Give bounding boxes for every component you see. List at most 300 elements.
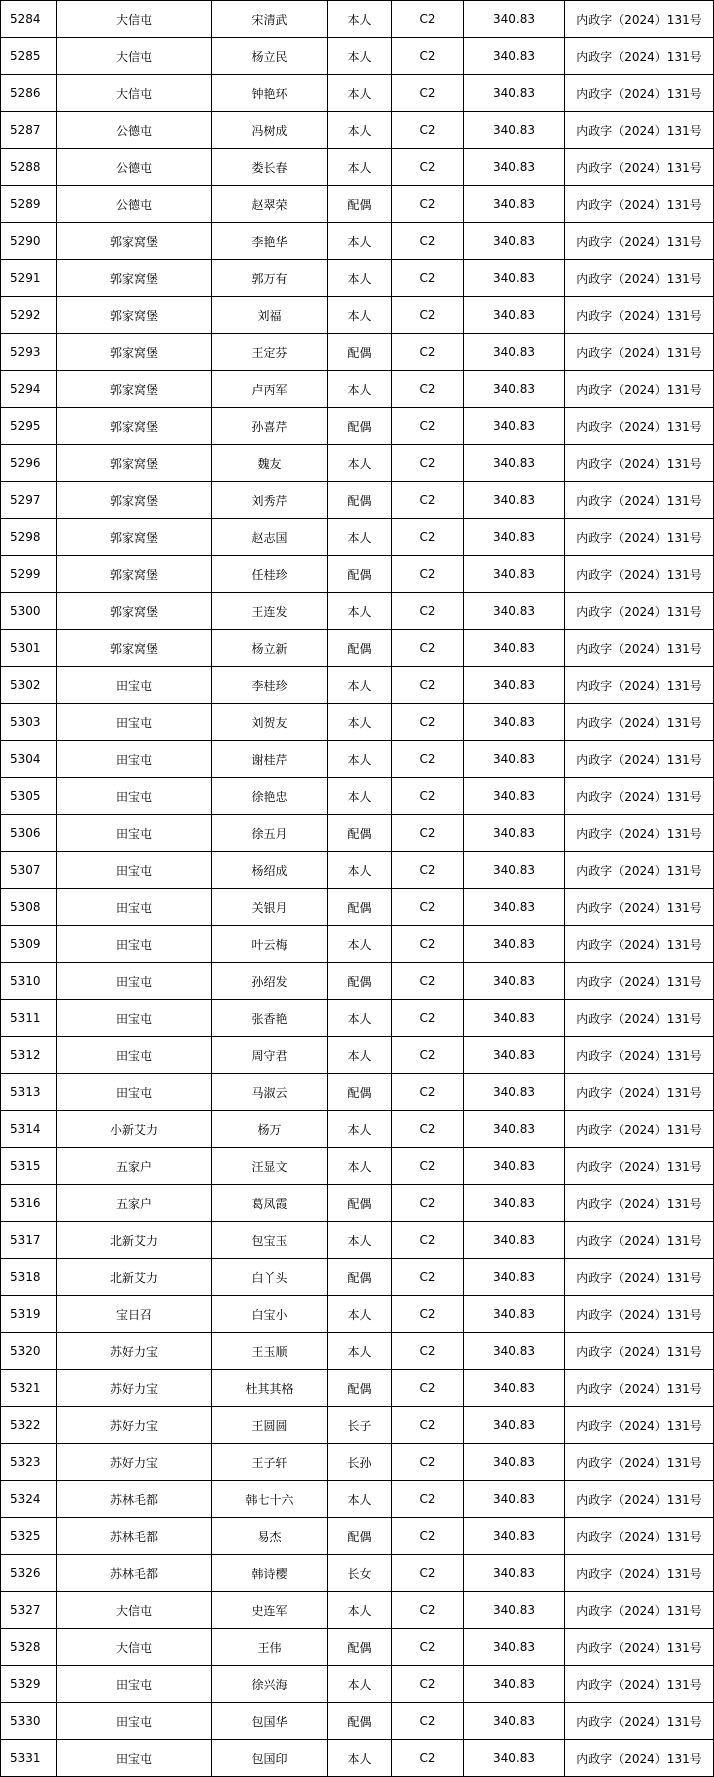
amount-cell: 340.83 <box>464 815 565 852</box>
row-number: 5330 <box>1 1703 57 1740</box>
table-row <box>1 1148 714 1185</box>
name-cell: 杨立新 <box>212 630 328 667</box>
document-number-cell: 内政字（2024）131号 <box>565 408 714 445</box>
village-cell: 五家户 <box>57 1185 212 1222</box>
category-cell: C2 <box>392 1000 464 1037</box>
name-cell: 王圆圆 <box>212 1407 328 1444</box>
relation-cell: 配偶 <box>328 1370 392 1407</box>
document-number-cell: 内政字（2024）131号 <box>565 1666 714 1703</box>
row-number: 5303 <box>1 704 57 741</box>
document-number-cell: 内政字（2024）131号 <box>565 1333 714 1370</box>
table-row <box>1 1370 714 1407</box>
table-row <box>1 1518 714 1555</box>
village-cell: 苏好力宝 <box>57 1333 212 1370</box>
village-cell: 郭家窝堡 <box>57 371 212 408</box>
relation-cell: 本人 <box>328 741 392 778</box>
relation-cell: 本人 <box>328 1 392 38</box>
relation-cell: 本人 <box>328 778 392 815</box>
category-cell: C2 <box>392 1666 464 1703</box>
relation-cell: 本人 <box>328 1222 392 1259</box>
table-row <box>1 1703 714 1740</box>
document-number-cell: 内政字（2024）131号 <box>565 1148 714 1185</box>
row-number: 5331 <box>1 1740 57 1777</box>
village-cell: 五家户 <box>57 1148 212 1185</box>
table-row <box>1 1444 714 1481</box>
document-number-cell: 内政字（2024）131号 <box>565 1555 714 1592</box>
name-cell: 马淑云 <box>212 1074 328 1111</box>
amount-cell: 340.83 <box>464 1481 565 1518</box>
village-cell: 田宝屯 <box>57 1000 212 1037</box>
table-row <box>1 926 714 963</box>
amount-cell: 340.83 <box>464 1407 565 1444</box>
relation-cell: 配偶 <box>328 556 392 593</box>
row-number: 5325 <box>1 1518 57 1555</box>
table-row <box>1 1740 714 1777</box>
name-cell: 徐艳忠 <box>212 778 328 815</box>
category-cell: C2 <box>392 1444 464 1481</box>
amount-cell: 340.83 <box>464 297 565 334</box>
amount-cell: 340.83 <box>464 1703 565 1740</box>
document-number-cell: 内政字（2024）131号 <box>565 1111 714 1148</box>
relation-cell: 配偶 <box>328 408 392 445</box>
amount-cell: 340.83 <box>464 1740 565 1777</box>
row-number: 5288 <box>1 149 57 186</box>
category-cell: C2 <box>392 186 464 223</box>
row-number: 5312 <box>1 1037 57 1074</box>
name-cell: 钟艳环 <box>212 75 328 112</box>
relation-cell: 配偶 <box>328 963 392 1000</box>
category-cell: C2 <box>392 371 464 408</box>
row-number: 5308 <box>1 889 57 926</box>
village-cell: 北新艾力 <box>57 1222 212 1259</box>
document-number-cell: 内政字（2024）131号 <box>565 334 714 371</box>
document-number-cell: 内政字（2024）131号 <box>565 260 714 297</box>
amount-cell: 340.83 <box>464 1296 565 1333</box>
village-cell: 郭家窝堡 <box>57 593 212 630</box>
name-cell: 娄长春 <box>212 149 328 186</box>
table-row <box>1 75 714 112</box>
document-number-cell: 内政字（2024）131号 <box>565 1296 714 1333</box>
amount-cell: 340.83 <box>464 1259 565 1296</box>
row-number: 5304 <box>1 741 57 778</box>
village-cell: 田宝屯 <box>57 815 212 852</box>
village-cell: 宝日召 <box>57 1296 212 1333</box>
name-cell: 谢桂芹 <box>212 741 328 778</box>
document-number-cell: 内政字（2024）131号 <box>565 926 714 963</box>
relation-cell: 配偶 <box>328 815 392 852</box>
row-number: 5328 <box>1 1629 57 1666</box>
category-cell: C2 <box>392 112 464 149</box>
amount-cell: 340.83 <box>464 1629 565 1666</box>
village-cell: 田宝屯 <box>57 1666 212 1703</box>
category-cell: C2 <box>392 1407 464 1444</box>
table-row <box>1 1000 714 1037</box>
village-cell: 苏好力宝 <box>57 1407 212 1444</box>
relation-cell: 长女 <box>328 1555 392 1592</box>
document-number-cell: 内政字（2024）131号 <box>565 1370 714 1407</box>
amount-cell: 340.83 <box>464 852 565 889</box>
row-number: 5311 <box>1 1000 57 1037</box>
document-number-cell: 内政字（2024）131号 <box>565 1518 714 1555</box>
village-cell: 郭家窝堡 <box>57 297 212 334</box>
category-cell: C2 <box>392 1111 464 1148</box>
table-row <box>1 1629 714 1666</box>
village-cell: 田宝屯 <box>57 778 212 815</box>
name-cell: 汪显文 <box>212 1148 328 1185</box>
category-cell: C2 <box>392 852 464 889</box>
relation-cell: 配偶 <box>328 1185 392 1222</box>
name-cell: 王定芬 <box>212 334 328 371</box>
document-number-cell: 内政字（2024）131号 <box>565 1222 714 1259</box>
village-cell: 郭家窝堡 <box>57 630 212 667</box>
category-cell: C2 <box>392 1296 464 1333</box>
amount-cell: 340.83 <box>464 741 565 778</box>
table-row <box>1 889 714 926</box>
name-cell: 李艳华 <box>212 223 328 260</box>
row-number: 5320 <box>1 1333 57 1370</box>
document-number-cell: 内政字（2024）131号 <box>565 593 714 630</box>
table-row <box>1 408 714 445</box>
name-cell: 冯树成 <box>212 112 328 149</box>
table-row <box>1 1592 714 1629</box>
name-cell: 刘贺友 <box>212 704 328 741</box>
table-row <box>1 556 714 593</box>
relation-cell: 本人 <box>328 149 392 186</box>
village-cell: 公德屯 <box>57 149 212 186</box>
amount-cell: 340.83 <box>464 926 565 963</box>
name-cell: 易杰 <box>212 1518 328 1555</box>
document-number-cell: 内政字（2024）131号 <box>565 667 714 704</box>
name-cell: 李桂珍 <box>212 667 328 704</box>
category-cell: C2 <box>392 1555 464 1592</box>
relation-cell: 本人 <box>328 1481 392 1518</box>
category-cell: C2 <box>392 408 464 445</box>
row-number: 5294 <box>1 371 57 408</box>
table-row <box>1 371 714 408</box>
document-number-cell: 内政字（2024）131号 <box>565 112 714 149</box>
category-cell: C2 <box>392 556 464 593</box>
relation-cell: 本人 <box>328 1740 392 1777</box>
table-row <box>1 1037 714 1074</box>
row-number: 5293 <box>1 334 57 371</box>
village-cell: 郭家窝堡 <box>57 334 212 371</box>
table-body <box>1 1 714 1777</box>
category-cell: C2 <box>392 815 464 852</box>
name-cell: 杜其其格 <box>212 1370 328 1407</box>
village-cell: 公德屯 <box>57 112 212 149</box>
relation-cell: 本人 <box>328 1111 392 1148</box>
name-cell: 包国华 <box>212 1703 328 1740</box>
relation-cell: 本人 <box>328 260 392 297</box>
amount-cell: 340.83 <box>464 1555 565 1592</box>
relation-cell: 长孙 <box>328 1444 392 1481</box>
document-number-cell: 内政字（2024）131号 <box>565 1037 714 1074</box>
village-cell: 田宝屯 <box>57 1703 212 1740</box>
category-cell: C2 <box>392 149 464 186</box>
table-row <box>1 667 714 704</box>
amount-cell: 340.83 <box>464 1518 565 1555</box>
relation-cell: 配偶 <box>328 889 392 926</box>
amount-cell: 340.83 <box>464 1 565 38</box>
document-number-cell: 内政字（2024）131号 <box>565 1740 714 1777</box>
amount-cell: 340.83 <box>464 1592 565 1629</box>
table-row <box>1 741 714 778</box>
category-cell: C2 <box>392 778 464 815</box>
row-number: 5292 <box>1 297 57 334</box>
relation-cell: 本人 <box>328 38 392 75</box>
amount-cell: 340.83 <box>464 445 565 482</box>
amount-cell: 340.83 <box>464 371 565 408</box>
village-cell: 田宝屯 <box>57 852 212 889</box>
table-row <box>1 1259 714 1296</box>
document-number-cell: 内政字（2024）131号 <box>565 1444 714 1481</box>
amount-cell: 340.83 <box>464 1666 565 1703</box>
village-cell: 大信屯 <box>57 1629 212 1666</box>
name-cell: 杨立民 <box>212 38 328 75</box>
document-number-cell: 内政字（2024）131号 <box>565 852 714 889</box>
category-cell: C2 <box>392 1148 464 1185</box>
row-number: 5302 <box>1 667 57 704</box>
document-number-cell: 内政字（2024）131号 <box>565 1407 714 1444</box>
category-cell: C2 <box>392 741 464 778</box>
name-cell: 王子轩 <box>212 1444 328 1481</box>
document-number-cell: 内政字（2024）131号 <box>565 1074 714 1111</box>
village-cell: 小新艾力 <box>57 1111 212 1148</box>
table-row <box>1 519 714 556</box>
relation-cell: 本人 <box>328 667 392 704</box>
row-number: 5321 <box>1 1370 57 1407</box>
amount-cell: 340.83 <box>464 1148 565 1185</box>
table-row <box>1 297 714 334</box>
amount-cell: 340.83 <box>464 889 565 926</box>
category-cell: C2 <box>392 1703 464 1740</box>
village-cell: 田宝屯 <box>57 926 212 963</box>
amount-cell: 340.83 <box>464 1222 565 1259</box>
category-cell: C2 <box>392 519 464 556</box>
village-cell: 郭家窝堡 <box>57 223 212 260</box>
name-cell: 孙喜芹 <box>212 408 328 445</box>
table-row <box>1 1111 714 1148</box>
relation-cell: 本人 <box>328 445 392 482</box>
row-number: 5296 <box>1 445 57 482</box>
name-cell: 韩诗樱 <box>212 1555 328 1592</box>
document-number-cell: 内政字（2024）131号 <box>565 223 714 260</box>
relation-cell: 本人 <box>328 1333 392 1370</box>
document-number-cell: 内政字（2024）131号 <box>565 741 714 778</box>
table-row <box>1 815 714 852</box>
document-number-cell: 内政字（2024）131号 <box>565 1185 714 1222</box>
amount-cell: 340.83 <box>464 112 565 149</box>
relation-cell: 本人 <box>328 852 392 889</box>
village-cell: 田宝屯 <box>57 741 212 778</box>
category-cell: C2 <box>392 1592 464 1629</box>
document-number-cell: 内政字（2024）131号 <box>565 186 714 223</box>
name-cell: 赵志国 <box>212 519 328 556</box>
name-cell: 周守君 <box>212 1037 328 1074</box>
table-row <box>1 1555 714 1592</box>
table-row <box>1 1 714 38</box>
relation-cell: 本人 <box>328 1037 392 1074</box>
category-cell: C2 <box>392 1333 464 1370</box>
row-number: 5287 <box>1 112 57 149</box>
table-row <box>1 445 714 482</box>
village-cell: 田宝屯 <box>57 1037 212 1074</box>
category-cell: C2 <box>392 593 464 630</box>
village-cell: 大信屯 <box>57 38 212 75</box>
relation-cell: 本人 <box>328 297 392 334</box>
amount-cell: 340.83 <box>464 223 565 260</box>
document-number-cell: 内政字（2024）131号 <box>565 1000 714 1037</box>
amount-cell: 340.83 <box>464 186 565 223</box>
category-cell: C2 <box>392 1037 464 1074</box>
relation-cell: 本人 <box>328 75 392 112</box>
village-cell: 田宝屯 <box>57 889 212 926</box>
category-cell: C2 <box>392 223 464 260</box>
amount-cell: 340.83 <box>464 667 565 704</box>
document-number-cell: 内政字（2024）131号 <box>565 297 714 334</box>
name-cell: 赵翠荣 <box>212 186 328 223</box>
relation-cell: 本人 <box>328 1000 392 1037</box>
row-number: 5298 <box>1 519 57 556</box>
village-cell: 郭家窝堡 <box>57 260 212 297</box>
row-number: 5300 <box>1 593 57 630</box>
table-row <box>1 260 714 297</box>
relation-cell: 配偶 <box>328 1518 392 1555</box>
village-cell: 苏好力宝 <box>57 1370 212 1407</box>
row-number: 5318 <box>1 1259 57 1296</box>
relation-cell: 本人 <box>328 112 392 149</box>
document-number-cell: 内政字（2024）131号 <box>565 1259 714 1296</box>
row-number: 5286 <box>1 75 57 112</box>
category-cell: C2 <box>392 704 464 741</box>
amount-cell: 340.83 <box>464 593 565 630</box>
name-cell: 徐兴海 <box>212 1666 328 1703</box>
row-number: 5316 <box>1 1185 57 1222</box>
document-number-cell: 内政字（2024）131号 <box>565 371 714 408</box>
row-number: 5324 <box>1 1481 57 1518</box>
name-cell: 史连军 <box>212 1592 328 1629</box>
relation-cell: 本人 <box>328 1592 392 1629</box>
name-cell: 张香艳 <box>212 1000 328 1037</box>
document-number-cell: 内政字（2024）131号 <box>565 1481 714 1518</box>
category-cell: C2 <box>392 963 464 1000</box>
row-number: 5310 <box>1 963 57 1000</box>
table-row <box>1 852 714 889</box>
table-row <box>1 38 714 75</box>
amount-cell: 340.83 <box>464 482 565 519</box>
category-cell: C2 <box>392 1629 464 1666</box>
row-number: 5299 <box>1 556 57 593</box>
village-cell: 苏林毛都 <box>57 1481 212 1518</box>
row-number: 5290 <box>1 223 57 260</box>
village-cell: 苏好力宝 <box>57 1444 212 1481</box>
row-number: 5314 <box>1 1111 57 1148</box>
row-number: 5323 <box>1 1444 57 1481</box>
name-cell: 王伟 <box>212 1629 328 1666</box>
village-cell: 北新艾力 <box>57 1259 212 1296</box>
relation-cell: 本人 <box>328 1148 392 1185</box>
category-cell: C2 <box>392 667 464 704</box>
amount-cell: 340.83 <box>464 38 565 75</box>
relation-cell: 配偶 <box>328 1629 392 1666</box>
category-cell: C2 <box>392 1518 464 1555</box>
amount-cell: 340.83 <box>464 1333 565 1370</box>
document-number-cell: 内政字（2024）131号 <box>565 482 714 519</box>
village-cell: 郭家窝堡 <box>57 482 212 519</box>
relation-cell: 本人 <box>328 1296 392 1333</box>
relation-cell: 本人 <box>328 593 392 630</box>
category-cell: C2 <box>392 260 464 297</box>
table-row <box>1 1074 714 1111</box>
name-cell: 叶云梅 <box>212 926 328 963</box>
row-number: 5305 <box>1 778 57 815</box>
amount-cell: 340.83 <box>464 630 565 667</box>
table-row <box>1 223 714 260</box>
amount-cell: 340.83 <box>464 1370 565 1407</box>
village-cell: 大信屯 <box>57 1592 212 1629</box>
amount-cell: 340.83 <box>464 704 565 741</box>
row-number: 5307 <box>1 852 57 889</box>
village-cell: 郭家窝堡 <box>57 445 212 482</box>
row-number: 5306 <box>1 815 57 852</box>
name-cell: 任桂珍 <box>212 556 328 593</box>
village-cell: 大信屯 <box>57 1 212 38</box>
category-cell: C2 <box>392 1 464 38</box>
amount-cell: 340.83 <box>464 1111 565 1148</box>
name-cell: 刘秀芹 <box>212 482 328 519</box>
category-cell: C2 <box>392 1370 464 1407</box>
document-number-cell: 内政字（2024）131号 <box>565 963 714 1000</box>
category-cell: C2 <box>392 297 464 334</box>
village-cell: 田宝屯 <box>57 963 212 1000</box>
document-number-cell: 内政字（2024）131号 <box>565 1 714 38</box>
table-row <box>1 334 714 371</box>
table-row <box>1 704 714 741</box>
table-row <box>1 963 714 1000</box>
document-number-cell: 内政字（2024）131号 <box>565 815 714 852</box>
relation-cell: 配偶 <box>328 186 392 223</box>
category-cell: C2 <box>392 445 464 482</box>
document-number-cell: 内政字（2024）131号 <box>565 778 714 815</box>
village-cell: 田宝屯 <box>57 667 212 704</box>
name-cell: 白丫头 <box>212 1259 328 1296</box>
category-cell: C2 <box>392 630 464 667</box>
amount-cell: 340.83 <box>464 519 565 556</box>
relation-cell: 本人 <box>328 223 392 260</box>
name-cell: 魏友 <box>212 445 328 482</box>
document-number-cell: 内政字（2024）131号 <box>565 704 714 741</box>
relation-cell: 配偶 <box>328 1703 392 1740</box>
table-row <box>1 149 714 186</box>
name-cell: 包国印 <box>212 1740 328 1777</box>
name-cell: 杨万 <box>212 1111 328 1148</box>
table-row <box>1 1333 714 1370</box>
amount-cell: 340.83 <box>464 334 565 371</box>
row-number: 5315 <box>1 1148 57 1185</box>
relation-cell: 本人 <box>328 519 392 556</box>
village-cell: 田宝屯 <box>57 1074 212 1111</box>
document-number-cell: 内政字（2024）131号 <box>565 1629 714 1666</box>
category-cell: C2 <box>392 1185 464 1222</box>
village-cell: 田宝屯 <box>57 1740 212 1777</box>
document-number-cell: 内政字（2024）131号 <box>565 149 714 186</box>
amount-cell: 340.83 <box>464 1037 565 1074</box>
row-number: 5291 <box>1 260 57 297</box>
name-cell: 卢丙军 <box>212 371 328 408</box>
category-cell: C2 <box>392 926 464 963</box>
category-cell: C2 <box>392 75 464 112</box>
name-cell: 关银月 <box>212 889 328 926</box>
